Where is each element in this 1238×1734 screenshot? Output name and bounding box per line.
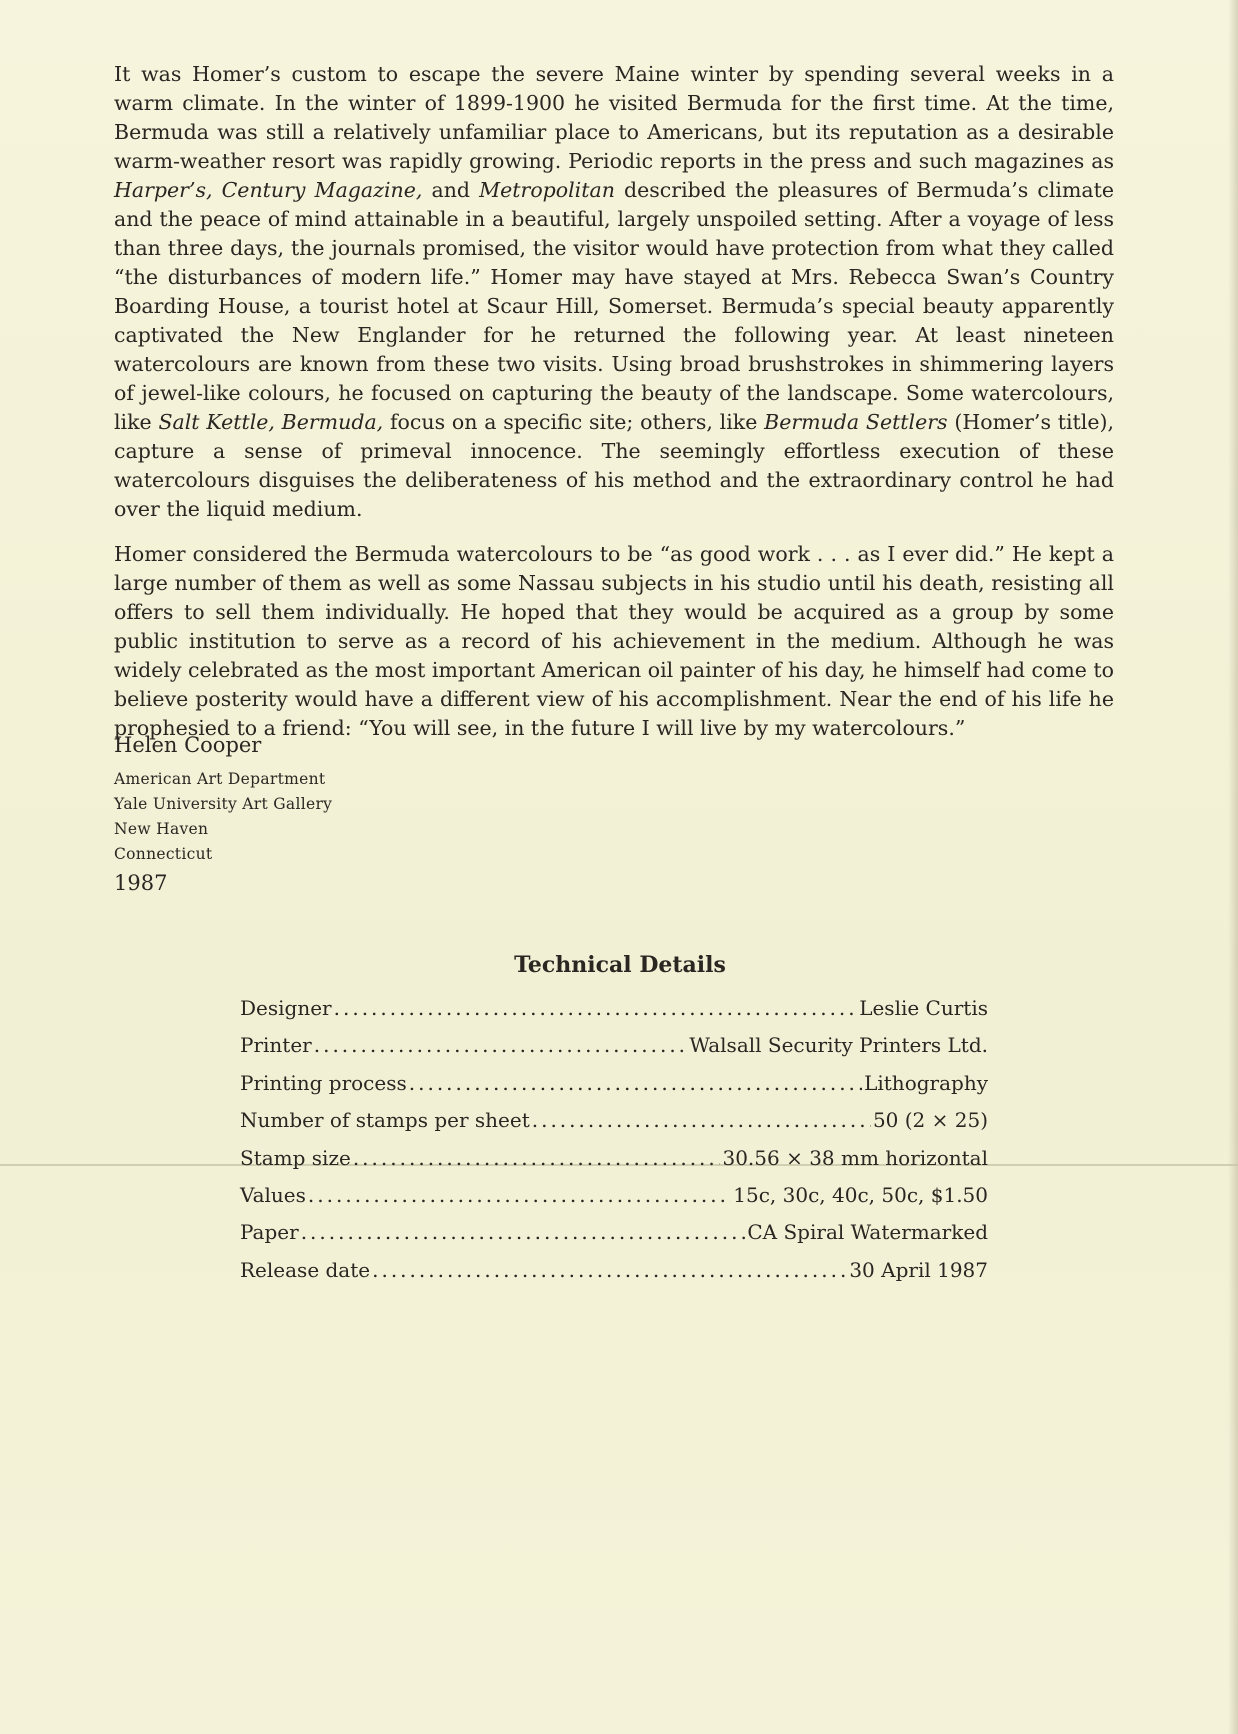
- text-run-italic: Metropolitan: [479, 178, 615, 202]
- tech-row-stamp-size: [240, 1140, 988, 1177]
- author-year: 1987: [114, 871, 168, 895]
- tech-value: Leslie Curtis: [859, 996, 988, 1020]
- paragraph-bermuda: [114, 60, 1114, 524]
- tech-label: Stamp size: [240, 1145, 351, 1170]
- text-run: (Homer’s title), capture a sense of primeval innocence. The seemingly effortless execution of these watercolours disguises the deliberateness of his method and the extraordinary control he had over the liquid medium.: [114, 410, 1114, 521]
- technical-details-list: [240, 990, 988, 1289]
- author-institution: Yale University Art Gallery: [114, 795, 333, 813]
- tech-label: Printer: [240, 1033, 312, 1058]
- tech-row-release-date: [240, 1252, 988, 1289]
- text-run-italic: Salt Kettle, Bermuda,: [158, 410, 384, 434]
- text-run-italic: Bermuda Settlers: [764, 410, 948, 434]
- paragraph-legacy: [114, 540, 1114, 743]
- text-run: described the pleasures of Bermuda’s climate and the peace of mind attainable in a beautiful, largely unspoiled setting. After a voyage of less than three days, the journals promised, the visitor would have protection from what they called “the disturbances of modern life.” Homer may have stayed at Mrs. Rebecca Swan’s Country Boarding House, a tourist hotel at Scaur Hill, Somerset. Bermuda’s special beauty apparently captivated the New Englander for he returned the following year. At least nineteen watercolours are known from these two visits. Using broad brushstrokes in shimmering layers of jewel-like colours, he focused on capturing the beauty of the landscape. Some watercolours, like: [114, 178, 1114, 434]
- tech-label: Release date: [240, 1257, 371, 1282]
- tech-row-stamps-per-sheet: [240, 1102, 988, 1139]
- tech-value: CA Spiral Watermarked: [747, 1220, 988, 1245]
- tech-value: 30.56 × 38 mm horizontal: [722, 1145, 988, 1170]
- dot-leader: [301, 1214, 746, 1251]
- tech-row-paper: [240, 1214, 988, 1251]
- text-run-italic: Harper’s, Century Magazine,: [114, 178, 423, 202]
- author-city: New Haven: [114, 820, 209, 838]
- tech-label: Values: [240, 1182, 306, 1207]
- tech-label: Printing process: [240, 1070, 407, 1095]
- text-run: and: [422, 178, 480, 202]
- tech-row-designer: [240, 990, 988, 1027]
- dot-leader: [353, 1140, 721, 1177]
- tech-row-printer: [240, 1027, 988, 1064]
- dot-leader: [314, 1027, 688, 1064]
- tech-label: Number of stamps per sheet: [240, 1108, 530, 1133]
- tech-value: 15c, 30c, 40c, 50c, $1.50: [733, 1182, 988, 1207]
- tech-value: Lithography: [864, 1070, 988, 1095]
- essay-body: [114, 60, 1114, 759]
- author-name: Helen Cooper: [114, 733, 262, 757]
- text-run: focus on a specific site; others, like: [383, 410, 765, 434]
- dot-leader: [409, 1065, 862, 1102]
- tech-label: Paper: [240, 1220, 299, 1245]
- author-state: Connecticut: [114, 845, 213, 863]
- tech-row-values: [240, 1177, 988, 1214]
- tech-value: Walsall Security Printers Ltd.: [689, 1033, 988, 1058]
- page-edge-shadow: [1228, 0, 1238, 1734]
- tech-value: 50 (2 × 25): [872, 1108, 988, 1133]
- technical-details-heading: Technical Details: [514, 952, 726, 978]
- tech-value: 30 April 1987: [849, 1257, 988, 1282]
- dot-leader: [308, 1177, 731, 1214]
- tech-row-printing-process: [240, 1065, 988, 1102]
- author-department: American Art Department: [114, 770, 326, 788]
- text-run: Homer considered the Bermuda watercolours to be “as good work . . . as I ever did.” He kept a large number of them as well as some Nassau subjects in his studio until his death, resisting all offers to sell them individually. He hoped that they would be acquired as a group by some public institution to serve as a record of his achievement in the medium. Although he was widely celebrated as the most important American oil painter of his day, he himself had come to believe posterity would have a different view of his accomplishment. Near the end of his life he prophesied to a friend: “You will see, in the future I will live by my watercolours.”: [114, 542, 1114, 740]
- dot-leader: [334, 990, 858, 1027]
- dot-leader: [372, 1252, 847, 1289]
- text-run: It was Homer’s custom to escape the severe Maine winter by spending several weeks in a warm climate. In the winter of 1899-1900 he visited Bermuda for the first time. At the time, Bermuda was still a relatively unfamiliar place to Americans, but its reputation as a desirable warm-weather resort was rapidly growing. Periodic reports in the press and such magazines as: [114, 62, 1114, 173]
- dot-leader: [532, 1102, 871, 1139]
- tech-label: Designer: [240, 996, 332, 1020]
- author-signature: [114, 731, 332, 897]
